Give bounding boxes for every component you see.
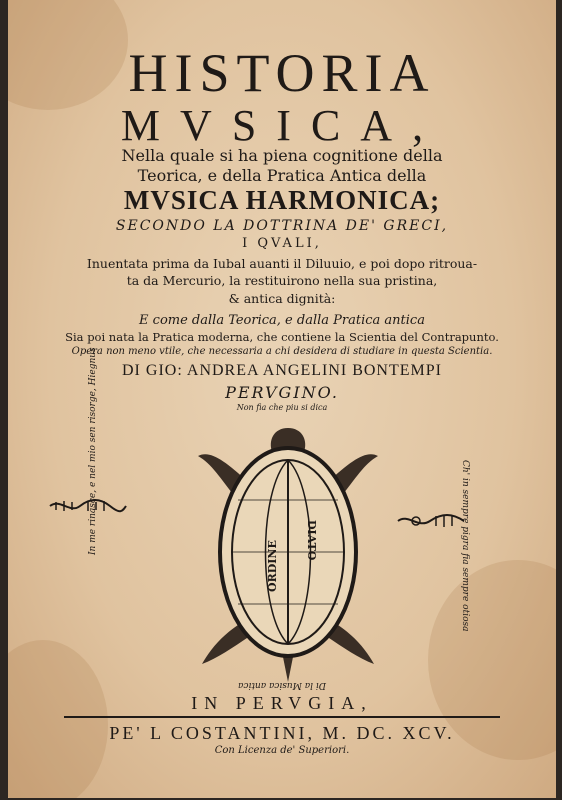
divider-rule (64, 716, 500, 718)
shell-ordine-label: ORDINE (266, 540, 279, 592)
subtitle-line: Sia poi nata la Pratica moderna, che contiene la Scientia del Contrapunto. (65, 330, 499, 344)
title-musica-harmonica: MVSICA HARMONICA; (123, 185, 441, 215)
imprint-printer: PE' L COSTANTINI, M. DC. XCV. (109, 723, 455, 743)
imprint-license: Con Licenza de' Superiori. (214, 745, 350, 756)
subtitle-line: SECONDO LA DOTTRINA DE' GRECI, (115, 218, 449, 234)
subtitle-line: Teorica, e della Pratica Antica della (137, 166, 427, 185)
emblem-right-text: Ch' in sempre pigra fia sempre otiosa (460, 460, 470, 632)
title-historia: HISTORIA (128, 43, 436, 103)
subtitle-line: E come dalla Teorica, e dalla Pratica antica (139, 313, 425, 328)
emblem-bottom-text: Di la Musica antica (238, 680, 326, 690)
shell-diato-label: DIATO (305, 520, 318, 561)
subtitle-line: ta da Mercurio, la restituirono nella sua pristina, (126, 273, 438, 288)
subtitle-line: Inuentata prima da Iubal auanti il Diluuio, e poi dopo ritroua- (86, 256, 478, 271)
imprint-city: IN PERVGIA, (191, 693, 373, 713)
paper-stain (8, 640, 108, 798)
subtitle-line: & antica dignità: (228, 291, 336, 306)
emblem-left-text: In me rinasce, e nel mio sen risorge, Hiegnus (88, 347, 98, 555)
title-page (8, 0, 556, 798)
subtitle-line: I QVALI, (242, 236, 322, 251)
subtitle-line: Opera non meno vtile, che necessaria a chi desidera di studiare in questa Scientia. (71, 346, 493, 357)
motto: Non fia che piu si dica (236, 403, 328, 412)
tortoise-emblem-icon (188, 420, 388, 690)
title-musica: MVSICA, (120, 101, 444, 150)
subtitle-line: Nella quale si ha piena cognitione della (121, 146, 443, 165)
author-origin: PERVGINO. (225, 383, 339, 402)
author-name: DI GIO: ANDREA ANGELINI BONTEMPI (122, 362, 442, 379)
right-ornament-icon (396, 510, 466, 532)
